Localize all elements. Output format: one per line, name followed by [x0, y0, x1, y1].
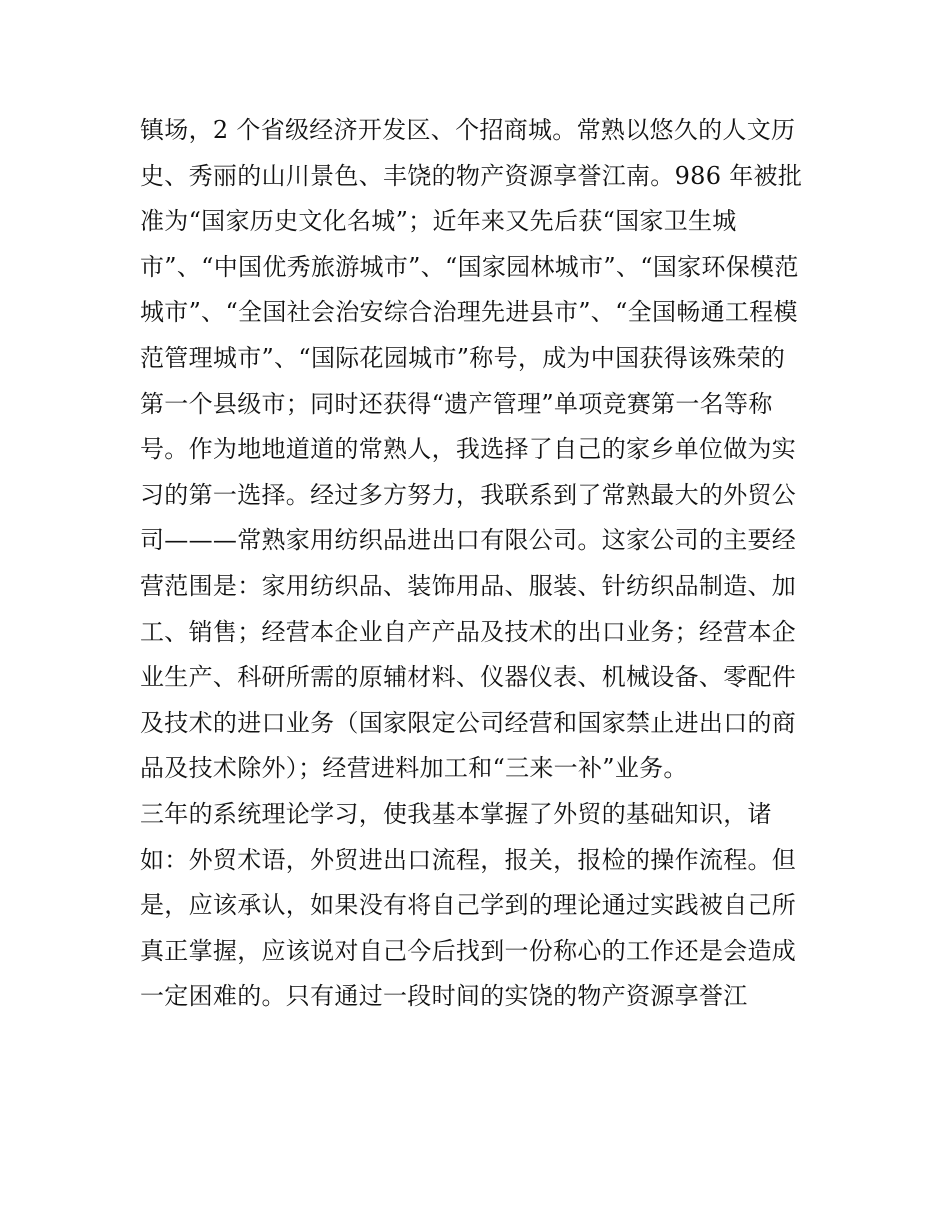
text-line: 范管理城市”、“国际花园城市”称号，成为中国获得该殊荣的: [140, 343, 786, 372]
text-line: 是，应该承认，如果没有将自己学到的理论通过实践被自己所: [140, 891, 797, 920]
text-line: 史、秀丽的山川景色、丰饶的物产资源享誉江南。986 年被批: [140, 161, 803, 190]
text-line: 如：外贸术语，外贸进出口流程，报关，报检的操作流程。但: [140, 845, 797, 874]
text-line: 习的第一选择。经过多方努力，我联系到了常熟最大的外贸公: [140, 480, 797, 509]
text-line: 第一个县级市；同时还获得“遗产管理”单项竞赛第一名等称: [140, 389, 773, 418]
text-line: 准为“国家历史文化名城”；近年来又先后获“国家卫生城: [140, 207, 737, 236]
text-line: 司———常熟家用纺织品进出口有限公司。这家公司的主要经: [140, 526, 797, 555]
text-line: 城市”、“全国社会治安综合治理先进县市”、“全国畅通工程模: [140, 298, 798, 327]
text-line: 一定困难的。只有通过一段时间的实饶的物产资源享誉江: [140, 982, 748, 1011]
text-line: 及技术的进口业务（国家限定公司经营和国家禁止进出口的商: [140, 708, 797, 737]
text-line: 真正掌握，应该说对自己今后找到一份称心的工作还是会造成: [140, 936, 797, 965]
text-line: 镇场，2 个省级经济开发区、个招商城。常熟以悠久的人文历: [140, 116, 796, 144]
text-line: 三年的系统理论学习，使我基本掌握了外贸的基础知识，诸: [140, 799, 772, 828]
text-line: 号。作为地地道道的常熟人，我选择了自己的家乡单位做为实: [140, 435, 797, 464]
text-line: 业生产、科研所需的原辅材料、仪器仪表、机械设备、零配件: [140, 663, 797, 692]
text-line: 品及技术除外）；经营进料加工和“三来一补”业务。: [140, 754, 688, 783]
text-line: 工、销售；经营本企业自产产品及技术的出口业务；经营本企: [140, 617, 797, 646]
text-line: 市”、“中国优秀旅游城市”、“国家园林城市”、“国家环保模范: [140, 252, 799, 281]
body-text: [140, 108, 820, 1020]
text-line: 营范围是：家用纺织品、装饰用品、服装、针纺织品制造、加: [140, 571, 797, 600]
